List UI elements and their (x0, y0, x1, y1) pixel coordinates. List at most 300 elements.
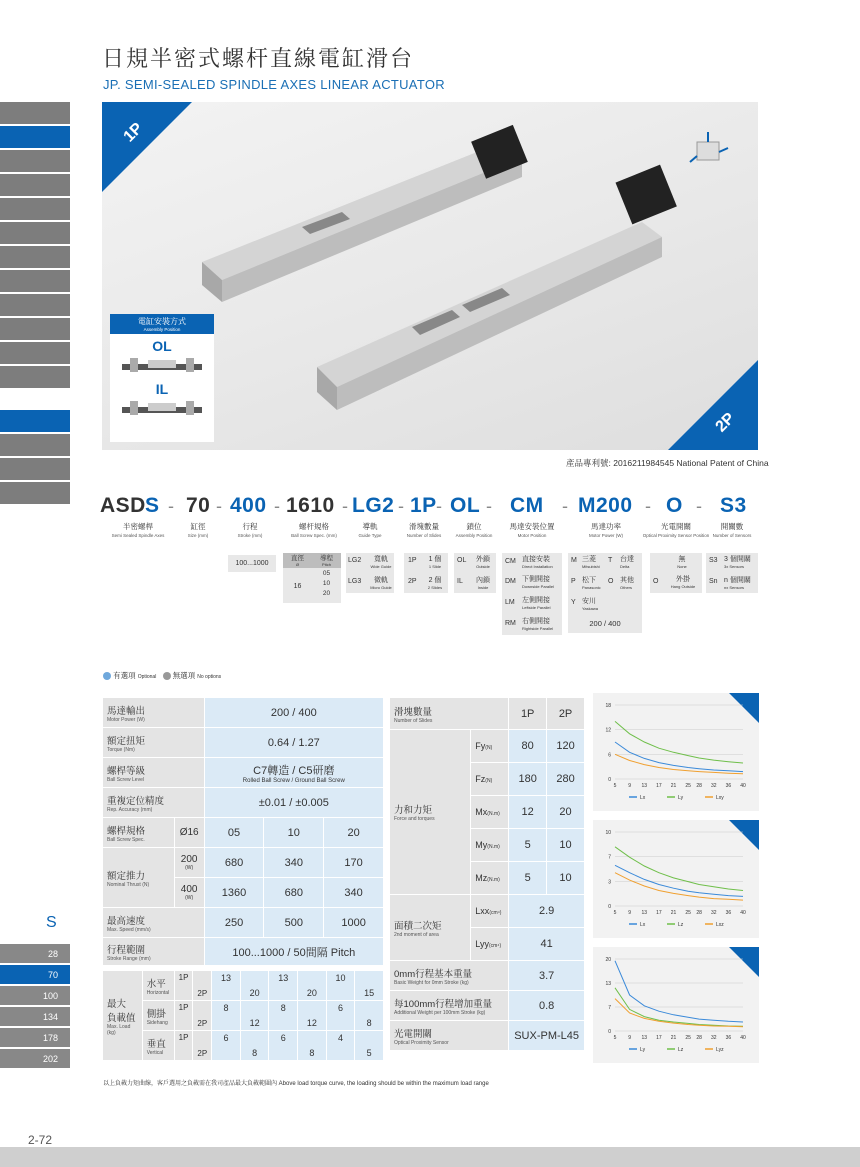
assembly-panel (110, 314, 214, 442)
slides-en: 1 Slide (428, 564, 442, 569)
spec-en: Number of Slides (394, 717, 433, 724)
brand-zh: 台達 (620, 556, 634, 563)
model-seg-sensor-num: S3 (720, 494, 747, 517)
model-seg-s: S (145, 494, 160, 517)
force-unit: (N) (485, 745, 493, 751)
label-motor-pos (492, 521, 572, 538)
thrust-w (174, 848, 204, 878)
model-seg-motor-power: M200 (578, 494, 633, 517)
spec-en: Stroke Range (mm) (107, 955, 151, 962)
spec-zh: 額定扭矩 (107, 735, 146, 747)
thrust-w-value: 400 (180, 884, 198, 895)
thrust-cell: 1360 (204, 878, 264, 908)
y-tick-label: 10 (605, 830, 611, 836)
model-seg-size: 70 (186, 494, 211, 517)
area-sym (471, 928, 509, 961)
label-en: Motor Power (W) (588, 533, 623, 538)
guide-en: Micro Guide (370, 585, 392, 590)
sensor-option-box (650, 553, 702, 593)
area-sym (471, 895, 509, 928)
spec-value: 3.7 (509, 961, 585, 991)
series-line-Lx (615, 865, 743, 896)
thrust-cell: 340 (324, 878, 384, 908)
load-dir (142, 971, 174, 1001)
load-cell: 6 (212, 1031, 241, 1061)
chart-panel-2 (593, 820, 759, 938)
spec-zh: 最高速度 (107, 915, 146, 927)
y-tick-label: 12 (605, 727, 611, 734)
load-cell: 6 (269, 1031, 298, 1061)
assembly-header (110, 314, 214, 334)
no-options-dot-icon (163, 672, 171, 680)
left-tab[interactable] (0, 102, 70, 125)
label-en: Semi Sealed Spindle Axes (111, 533, 165, 538)
force-cell: 120 (547, 730, 585, 763)
spec-label (103, 698, 205, 728)
brand-en: Delta (620, 564, 630, 569)
chart-2 (593, 820, 759, 938)
spec-zh: 馬達輸出 (107, 705, 146, 717)
motor-pos-zh: 右側開接 (522, 618, 550, 625)
x-tick-label: 21 (670, 910, 677, 916)
brand-en: Mitsubishi (582, 564, 600, 569)
left-tab[interactable] (0, 434, 70, 457)
x-tick-label: 28 (696, 783, 702, 789)
brand-code: T (608, 557, 613, 564)
slides-zh: 1 個 (428, 556, 442, 563)
pitch-cell: 10 (264, 818, 324, 848)
spec-label (103, 788, 205, 818)
y-tick-label: 3 (608, 879, 611, 886)
stroke-range-box: 100...1000 (228, 555, 276, 572)
spec-value-main: C7轉造 / C5研磨 (253, 764, 335, 777)
label-zh: 馬達功率 (591, 522, 621, 531)
dash: - (486, 496, 492, 516)
motor-pos-en: Downside Parallel (522, 584, 555, 589)
force-unit: (N.m) (487, 811, 500, 817)
assembly-title: 電缸安裝方式 (138, 317, 186, 326)
spec-value: 200 / 400 (204, 698, 383, 728)
left-tab[interactable] (0, 222, 70, 245)
spec-en: Motor Power (W) (107, 716, 145, 723)
assembly-en: Inside (477, 585, 489, 590)
left-tab[interactable] (0, 482, 70, 505)
page-tab[interactable]: 134 (0, 1007, 70, 1027)
motor-power-values: 200 / 400 (589, 619, 621, 628)
spec-zh: 額定推力 (107, 870, 146, 882)
left-tab[interactable] (0, 366, 70, 389)
load-cell: 8 (269, 1001, 298, 1031)
y-tick-label: 18 (605, 703, 611, 709)
sensor-num-en: nx Sensors (724, 585, 745, 590)
brand-zh: 松下 (582, 577, 596, 584)
guide-zh: 寬軌 (374, 556, 388, 563)
x-tick-label: 25 (685, 910, 691, 916)
load-cell: 12 (240, 1001, 269, 1031)
y-tick-label: 0 (608, 904, 611, 910)
label-motor-power (566, 521, 646, 538)
x-tick-label: 5 (613, 783, 617, 789)
left-tab[interactable] (0, 174, 70, 197)
load-dir-en: Horizontal (146, 989, 170, 996)
load-zh: 最大 負載值 (107, 998, 136, 1024)
label-en: Assembly Position (455, 533, 493, 538)
series-line-Lx (615, 742, 743, 772)
force-cell: 5 (509, 829, 547, 862)
spec-label (103, 848, 175, 908)
load-1p: 1P (174, 1001, 193, 1031)
x-tick-label: 17 (656, 910, 662, 916)
dash: - (342, 496, 348, 516)
il-diagram (110, 397, 214, 419)
label-zh: 開關數 (720, 522, 744, 531)
screw-dia-cell: Ø16 (174, 818, 204, 848)
page-tab[interactable]: 28 (0, 944, 70, 964)
screw-h2-en: Pitch (322, 562, 331, 567)
dash: - (216, 496, 222, 516)
load-cell: 4 (326, 1031, 355, 1061)
legend-opt: 有選項 (113, 671, 136, 680)
load-cell: 10 (326, 971, 355, 1001)
screw-h1-en: Ø (295, 562, 300, 567)
x-tick-label: 28 (696, 910, 702, 916)
sensor-num-code: Sn (709, 578, 718, 585)
left-tab[interactable] (0, 318, 70, 341)
force-sym (471, 730, 509, 763)
axis-cube-icon (690, 132, 728, 162)
y-tick-label: 0 (608, 1029, 611, 1035)
dash: - (168, 496, 174, 516)
label-zh: 光電開關 (661, 522, 691, 531)
y-tick-label: 13 (605, 981, 611, 987)
motor-pos-code: RM (505, 620, 516, 627)
area-cell: 41 (509, 928, 585, 961)
x-tick-label: 40 (740, 910, 746, 916)
pitch-cell: 20 (324, 818, 384, 848)
load-torque-charts (593, 693, 759, 1063)
motor-pos-en: Rightside Parallel (522, 626, 554, 631)
load-dir-zh: 水平 (146, 978, 166, 990)
assembly-title-en: Assembly Position (143, 327, 181, 332)
left-tab-active[interactable] (0, 410, 70, 433)
badge-1p: 1P (120, 119, 147, 146)
thrust-cell: 170 (324, 848, 384, 878)
spec-label (103, 908, 205, 938)
left-tab[interactable] (0, 150, 70, 173)
x-tick-label: 36 (725, 910, 732, 916)
x-tick-label: 36 (725, 783, 732, 789)
sensor-num-option-box (706, 553, 758, 593)
motor-pos-zh: 下側開接 (522, 576, 550, 583)
force-cell: 20 (547, 796, 585, 829)
area-cell: 2.9 (509, 895, 585, 928)
page-subtitle: JP. SEMI-SEALED SPINDLE AXES LINEAR ACTUATOR (103, 77, 445, 92)
brand-code: P (571, 578, 576, 585)
force-sym-text: Fz (475, 774, 486, 784)
assembly-en: Outside (476, 564, 490, 569)
motor-pos-zh: 直接安裝 (522, 556, 550, 563)
slides-h2: 2P (547, 698, 585, 730)
load-dir-en: Sidehang (146, 1019, 168, 1026)
label-zh: 半密螺桿 (123, 522, 153, 531)
x-tick-label: 32 (710, 910, 717, 916)
label-zh: 行程 (242, 522, 258, 531)
slides-option-box (404, 553, 448, 593)
series-line-Lz (615, 847, 743, 891)
force-label (390, 730, 471, 895)
label-en: Number of Sensors (712, 533, 752, 538)
spec-zh: 重複定位精度 (107, 795, 165, 807)
x-tick-label: 28 (696, 1035, 702, 1041)
dash: - (562, 496, 568, 516)
label-zh: 滑塊數量 (409, 522, 439, 531)
thrust-unit: (W) (185, 895, 194, 901)
left-tab[interactable] (0, 294, 70, 317)
x-tick-label: 17 (656, 783, 662, 789)
chart-panel-3 (593, 947, 759, 1063)
force-cell: 280 (547, 763, 585, 796)
spec-label (103, 818, 175, 848)
optional-dot-icon (103, 672, 111, 680)
corner-triangle (729, 820, 759, 850)
force-cell: 10 (547, 829, 585, 862)
legend-label: Lxy (716, 795, 724, 801)
x-tick-label: 21 (670, 1035, 677, 1041)
left-tab-active[interactable] (0, 126, 70, 149)
load-cell: 8 (298, 1031, 327, 1061)
chart-panel-1 (593, 693, 759, 811)
thrust-w-value: 200 (180, 854, 198, 865)
speed-cell: 500 (264, 908, 324, 938)
ol-diagram (110, 354, 214, 376)
spec-en: Nominal Thrust (N) (107, 881, 150, 888)
thrust-unit: (W) (185, 865, 194, 871)
load-dir-zh: 側掛 (146, 1008, 166, 1020)
label-zh: 馬達安裝位置 (509, 522, 555, 531)
label-en: Size (mm) (187, 533, 209, 538)
spec-value-en: Rolled Ball Screw / Ground Ball Screw (242, 777, 345, 784)
force-sym (471, 796, 509, 829)
screw-option-box (283, 553, 341, 603)
spec-label (390, 698, 509, 730)
screw-h1: 直徑 (291, 555, 304, 562)
spec-en: Additional Weight per 100mm Stroke (kg) (394, 1009, 486, 1016)
slides-en: 2 Slides (427, 585, 443, 590)
spec-zh: 光電開關 (394, 1028, 433, 1040)
badge-2p: 2P (712, 409, 739, 436)
x-tick-label: 13 (641, 910, 648, 916)
slides-zh: 2 個 (428, 577, 442, 584)
spec-label (103, 938, 205, 966)
x-tick-label: 40 (740, 1035, 746, 1041)
brand-code: O (608, 578, 614, 585)
chart-1 (593, 693, 759, 811)
dash: - (645, 496, 651, 516)
il-label: IL (155, 381, 169, 397)
legend-label: Ly (640, 1047, 646, 1053)
force-unit: (N.m) (487, 844, 500, 850)
screw-dia: 16 (293, 583, 302, 590)
x-tick-label: 21 (670, 783, 677, 789)
guide-code: LG2 (348, 557, 362, 564)
x-tick-label: 5 (613, 910, 617, 916)
slides-h1: 1P (509, 698, 547, 730)
load-cell: 6 (326, 1001, 355, 1031)
label-en: Guide Type (358, 533, 382, 538)
force-cell: 80 (509, 730, 547, 763)
force-cell: 12 (509, 796, 547, 829)
load-cell: 15 (355, 971, 384, 1001)
load-2p: 2P (193, 971, 212, 1001)
legend-label: Lyz (716, 1047, 724, 1053)
motor-pos-en: Leftside Parallel (522, 605, 551, 610)
assembly-zh: 外鎖 (476, 556, 490, 563)
sensor-num-zh: 3 個開關 (724, 556, 751, 563)
force-zh: 力和力矩 (394, 805, 433, 816)
screw-pitch: 05 (322, 570, 331, 577)
label-en: Optical Proximity Sensor Position (642, 533, 710, 538)
spec-zh: 螺桿等級 (107, 765, 146, 777)
model-seg-sensor: O (666, 494, 683, 517)
page-tab[interactable]: 178 (0, 1028, 70, 1048)
x-tick-label: 32 (710, 1035, 717, 1041)
label-zh: 鎖位 (466, 522, 482, 531)
assembly-option-box (454, 553, 496, 593)
label-zh: 缸徑 (190, 522, 206, 531)
left-tab[interactable] (0, 342, 70, 365)
load-1p: 1P (174, 971, 193, 1001)
load-cell: 5 (355, 1031, 384, 1061)
spec-table-left (102, 697, 384, 966)
label-en: Stroke (mm) (237, 533, 263, 538)
slides-code: 1P (408, 557, 417, 564)
x-tick-label: 9 (628, 910, 632, 916)
product-image (102, 102, 758, 450)
corner-triangle (729, 947, 759, 977)
force-cell: 180 (509, 763, 547, 796)
legend-label: Lx (640, 795, 646, 801)
x-tick-label: 25 (685, 783, 691, 789)
x-tick-label: 32 (710, 783, 717, 789)
guide-code: LG3 (348, 578, 362, 585)
corner-triangle (729, 693, 759, 723)
assembly-code: OL (457, 557, 467, 564)
area-unit: (cm⁴) (489, 910, 502, 916)
spec-label (103, 728, 205, 758)
sensor-num-zh: n 個開關 (724, 577, 751, 584)
load-cell: 8 (240, 1031, 269, 1061)
spec-value: 100...1000 / 50間隔 Pitch (204, 938, 383, 966)
load-dir-zh: 垂直 (146, 1038, 166, 1050)
brand-code: M (571, 557, 577, 564)
force-sym-text: Mz (475, 873, 488, 883)
footnote: 以上負載力矩曲線，客戶選用之負載需在我司產品最大負載範圍內 Above load torque curve, the loading should be within the maximum load range (103, 1081, 489, 1087)
legend-label: Lz (678, 1047, 684, 1053)
load-cell: 12 (298, 1001, 327, 1031)
force-sym (471, 763, 509, 796)
x-tick-label: 40 (740, 783, 746, 789)
force-sym-text: My (475, 840, 488, 850)
spec-value: 0.64 / 1.27 (204, 728, 383, 758)
spec-label (390, 991, 509, 1021)
page-tab[interactable]: 100 (0, 986, 70, 1006)
force-cell: 5 (509, 862, 547, 895)
label-en: Number of Slides (406, 533, 442, 538)
legend-noopt: 無選項 (172, 671, 196, 680)
dash: - (696, 496, 702, 516)
page-tab[interactable]: 202 (0, 1049, 70, 1069)
load-dir-en: Vertical (146, 1049, 164, 1056)
spec-en: Optical Proximity Sensor (394, 1039, 449, 1046)
model-seg-motor-pos: CM (510, 494, 544, 517)
motor-pos-en: Direct Installation (522, 564, 553, 569)
label-zh: 導軌 (362, 522, 378, 531)
dash: - (274, 496, 280, 516)
load-cell: 13 (212, 971, 241, 1001)
sensor-code: O (653, 578, 659, 585)
load-cell: 20 (298, 971, 327, 1001)
speed-cell: 1000 (324, 908, 384, 938)
motor-pos-code: LM (505, 599, 515, 606)
patent-note: 產品專利號: 2016211984545 National Patent of China (566, 458, 769, 468)
y-tick-label: 20 (605, 957, 611, 963)
left-tab[interactable] (0, 246, 70, 269)
area-label (390, 895, 471, 961)
y-tick-label: 7 (608, 854, 611, 861)
spec-value: SUX-PM-L45 (509, 1021, 585, 1051)
sensor-zh: 無 (678, 556, 686, 563)
actuator-1p (202, 125, 528, 302)
y-tick-label: 6 (608, 752, 611, 759)
thrust-w (174, 878, 204, 908)
model-seg-slides: 1P (410, 494, 437, 517)
force-cell: 10 (547, 862, 585, 895)
speed-cell: 250 (204, 908, 264, 938)
spec-table-right (389, 697, 585, 1051)
spec-en: Max. Speed (mm/s) (107, 926, 151, 933)
screw-head-dia (283, 553, 312, 568)
page-number: 2-72 (28, 1133, 53, 1147)
load-dir (142, 1001, 174, 1031)
screw-pitch: 20 (322, 590, 331, 597)
brand-en: Yaskawa (582, 606, 598, 611)
brand-zh: 三菱 (582, 556, 596, 563)
brand-zh: 其他 (620, 577, 634, 584)
force-sym-text: Fy (475, 741, 486, 751)
assembly-zh: 內鎖 (476, 577, 490, 584)
legend-label: Lxz (716, 922, 724, 928)
left-tab[interactable] (0, 458, 70, 481)
motor-pos-option-box (502, 553, 562, 635)
spec-zh: 行程範圍 (107, 944, 146, 956)
motor-power-option-box (568, 553, 642, 633)
load-cell: 13 (269, 971, 298, 1001)
spec-value: 0.8 (509, 991, 585, 1021)
spec-en: Torque (Nm) (107, 746, 135, 753)
spec-en: Ball Screw Level (107, 776, 144, 783)
area-unit: (cm⁴) (488, 943, 502, 949)
thrust-cell: 340 (264, 848, 324, 878)
spec-en: Basic Weight for 0mm Stroke (kg) (394, 979, 469, 986)
sensor-num-en: 3x Sensors (724, 564, 745, 569)
guide-zh: 微軌 (374, 577, 388, 584)
left-tab[interactable] (0, 198, 70, 221)
page-tab-active[interactable]: 70 (0, 965, 70, 985)
force-sym (471, 862, 509, 895)
left-tab[interactable] (0, 270, 70, 293)
legend-label: Lx (640, 922, 646, 928)
load-1p: 1P (174, 1031, 193, 1061)
